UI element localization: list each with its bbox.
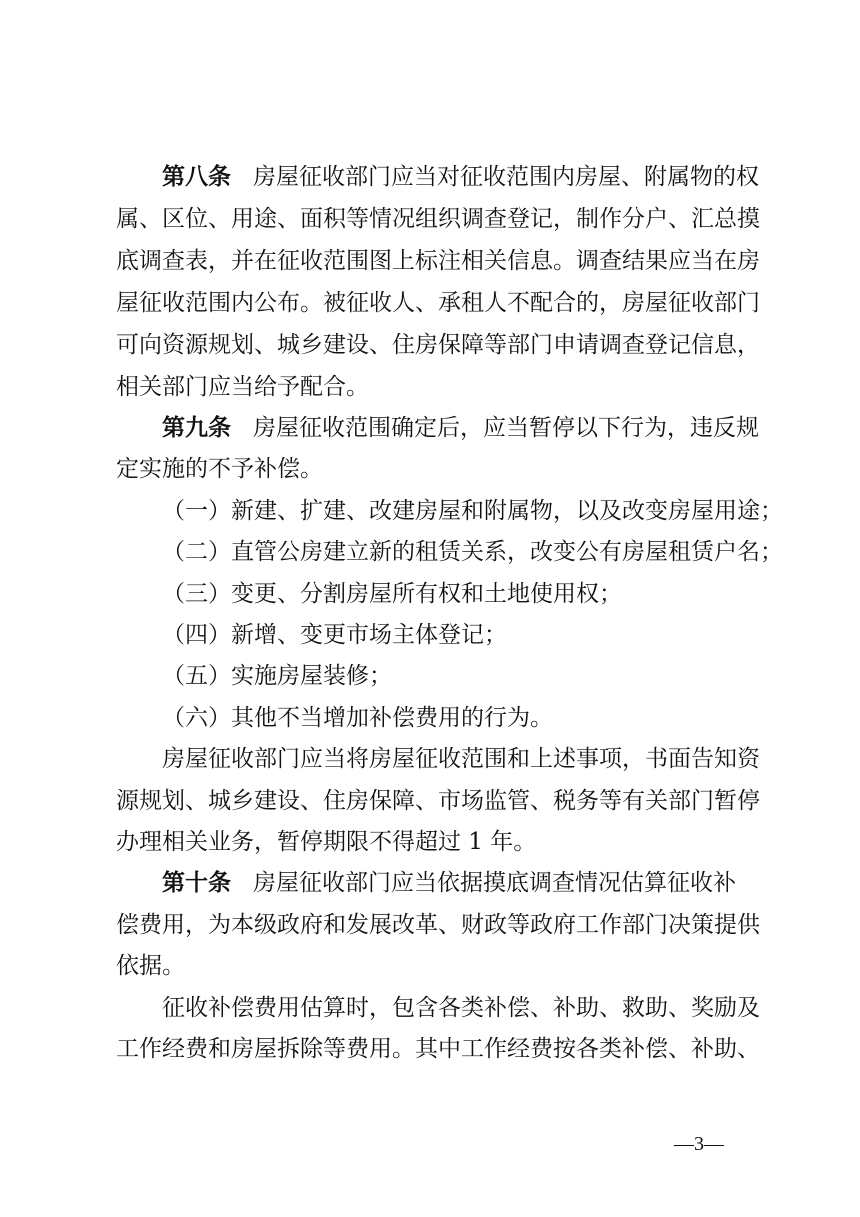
article-8-line-6: 相关部门应当给予配合。 — [116, 374, 369, 400]
page-number: —3— — [674, 1133, 724, 1155]
article-9-item-1: （一）新建、扩建、改建房屋和附属物，以及改变房屋用途； — [162, 498, 783, 524]
article-9-item-3: （三）变更、分割房屋所有权和土地使用权； — [162, 581, 622, 607]
article-9-note-line-1: 房屋征收部门应当将房屋征收范围和上述事项，书面告知资 — [162, 746, 760, 772]
article-10-line-2: 偿费用，为本级政府和发展改革、财政等政府工作部门决策提供 — [116, 912, 760, 938]
article-9-item-6: （六）其他不当增加补偿费用的行为。 — [162, 705, 553, 731]
article-8-line-5: 可向资源规划、城乡建设、住房保障等部门申请调查登记信息， — [116, 332, 760, 358]
article-10-line-3: 依据。 — [116, 953, 185, 979]
article-8-line-2: 属、区位、用途、面积等情况组织调查登记，制作分户、汇总摸 — [116, 206, 760, 232]
article-9-item-2: （二）直管公房建立新的租赁关系，改变公有房屋租赁户名； — [162, 539, 783, 565]
article-10-para2-line-2: 工作经费和房屋拆除等费用。其中工作经费按各类补偿、补助、 — [116, 1036, 760, 1062]
article-8-line-4: 屋征收范围内公布。被征收人、承租人不配合的，房屋征收部门 — [116, 290, 760, 316]
article-10-line-1: 第十条 房屋征收部门应当依据摸底调查情况估算征收补 — [162, 861, 752, 905]
article-9-item-5: （五）实施房屋装修； — [162, 663, 392, 689]
article-9-item-4: （四）新增、变更市场主体登记； — [162, 622, 507, 648]
article-9-note-line-3: 办理相关业务，暂停期限不得超过 1 年。 — [116, 829, 537, 855]
article-10-para2-line-1: 征收补偿费用估算时，包含各类补偿、补助、救助、奖励及 — [162, 995, 760, 1021]
article-9-title: 第九条 — [162, 414, 231, 441]
article-10-title: 第十条 — [162, 869, 231, 896]
article-8-title: 第八条 — [162, 163, 231, 190]
article-9-line-1: 第九条 房屋征收范围确定后，应当暂停以下行为，违反规 — [162, 406, 752, 450]
article-8-line-3: 底调查表，并在征收范围图上标注相关信息。调查结果应当在房 — [116, 248, 760, 274]
article-9-note-line-2: 源规划、城乡建设、住房保障、市场监管、税务等有关部门暂停 — [116, 788, 760, 814]
article-8-line-1: 第八条 房屋征收部门应当对征收范围内房屋、附属物的权 — [162, 155, 752, 199]
article-9-line-2: 定实施的不予补偿。 — [116, 456, 323, 482]
